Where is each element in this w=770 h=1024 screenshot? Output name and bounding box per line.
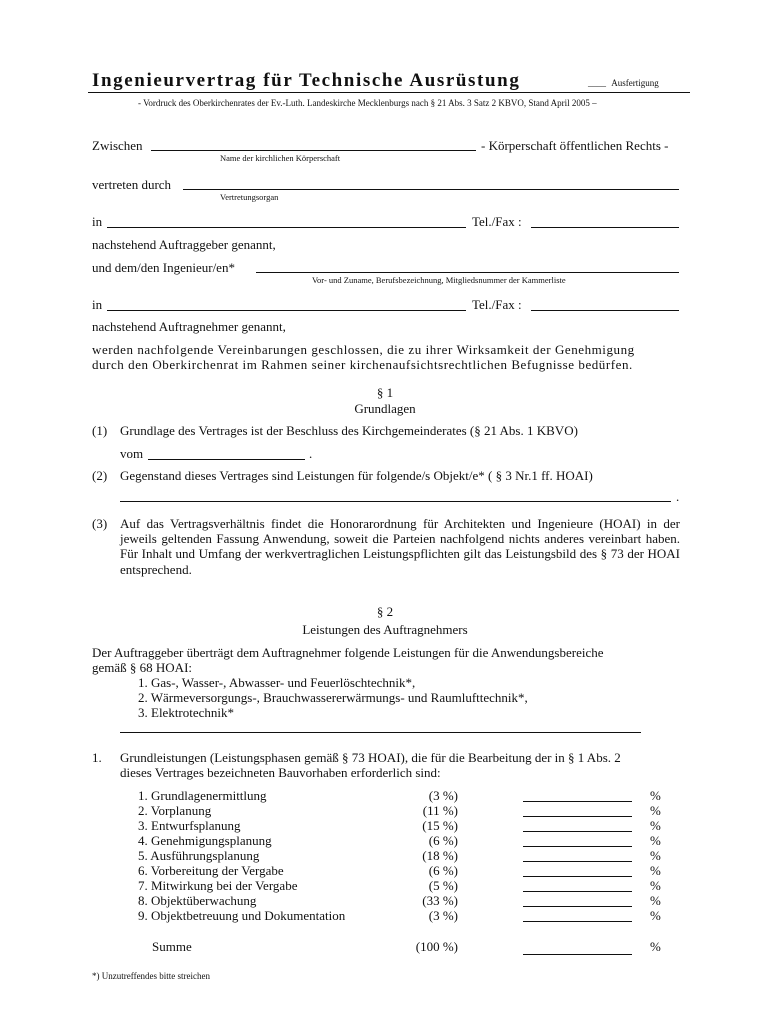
copy-count-field[interactable]: [588, 78, 659, 88]
phase-label: 7. Mitwirkung bei der Vergabe: [138, 878, 298, 893]
agreement-line-2: durch den Oberkirchenrat im Rahmen seiner kirchenaufsichtsrechtlichen Befugnisse bedürfen.: [92, 357, 633, 372]
header-rule: [88, 92, 690, 93]
area-item[interactable]: 3. Elektrotechnik*: [138, 705, 235, 720]
engineer-city-label: in: [92, 297, 103, 312]
phase-percentage: (6 %): [428, 833, 458, 848]
phase-unit: %: [650, 803, 661, 818]
basic-services-number: 1.: [92, 750, 102, 765]
s1-item1-number: (1): [92, 423, 108, 438]
phase-unit: %: [650, 818, 661, 833]
between-suffix: - Körperschaft öffentlichen Rechts -: [481, 138, 669, 153]
phase-label: 2. Vorplanung: [138, 803, 212, 818]
engineer-tel-field[interactable]: [531, 310, 679, 311]
section1-number: § 1: [376, 385, 394, 400]
phase-input-field[interactable]: [523, 801, 632, 802]
phase-input-field[interactable]: [523, 891, 632, 892]
sum-percentage: (100 %): [415, 939, 458, 954]
phase-label: 3. Entwurfsplanung: [138, 818, 241, 833]
phase-label: 8. Objektüberwachung: [138, 893, 257, 908]
area-item[interactable]: 2. Wärmeversorgungs-, Brauchwassererwärmungs- und Raumlufttechnik*,: [138, 690, 528, 705]
phase-unit: %: [650, 833, 661, 848]
phase-input-field[interactable]: [523, 906, 632, 907]
client-note: nachstehend Auftraggeber genannt,: [92, 237, 276, 252]
section2-number: § 2: [376, 604, 394, 619]
resolution-date-field[interactable]: [148, 459, 305, 460]
document-title: Ingenieurvertrag für Technische Ausrüstung: [92, 70, 521, 91]
s1-item2-number: (2): [92, 468, 108, 483]
section2-heading: Leistungen des Auftragnehmers: [302, 622, 468, 637]
copy-label: Ausfertigung: [611, 78, 659, 88]
phase-label: 6. Vorbereitung der Vergabe: [138, 863, 284, 878]
sum-label: Summe: [152, 939, 192, 954]
phase-label: 5. Ausführungsplanung: [138, 848, 260, 863]
s1-item3-text: Auf das Vertragsverhältnis findet die Honorarordnung für Architekten und Ingenieure (HOAI) in der jeweils geltenden Fassung Anwendung, soweit die Parteien nachfolgend nichts anderes vereinbart haben. Für Inhalt und Umfang der werkvertraglichen Leistungspflichten gilt das Leistungsbild des § 73 der HOAI entsprechend.: [120, 516, 680, 577]
phase-input-field[interactable]: [523, 861, 632, 862]
phase-input-field[interactable]: [523, 921, 632, 922]
engineer-tel-label: Tel./Fax :: [472, 297, 522, 312]
client-tel-label: Tel./Fax :: [472, 214, 522, 229]
object-end: .: [676, 489, 680, 504]
basic-services-line-2: dieses Vertrages bezeichneten Bauvorhaben erforderlich sind:: [120, 765, 441, 780]
phase-label: 4. Genehmigungsplanung: [138, 833, 272, 848]
basic-services-line-1: Grundleistungen (Leistungsphasen gemäß § 73 HOAI), die für die Bearbeitung der in § 1 Abs. 2: [120, 750, 621, 765]
phase-input-field[interactable]: [523, 831, 632, 832]
engineer-label: und dem/den Ingenieur/en*: [92, 260, 235, 275]
phase-percentage: (18 %): [422, 848, 458, 863]
phase-label: 9. Objektbetreuung und Dokumentation: [138, 908, 346, 923]
representative-field[interactable]: [183, 189, 679, 190]
object-field[interactable]: [120, 501, 671, 502]
agreement-line-1: werden nachfolgende Vereinbarungen geschlossen, die zu ihrer Wirksamkeit der Genehmigung: [92, 342, 635, 357]
phase-percentage: (33 %): [422, 893, 458, 908]
phase-percentage: (5 %): [428, 878, 458, 893]
phase-unit: %: [650, 908, 661, 923]
phase-input-field[interactable]: [523, 876, 632, 877]
vom-end: .: [309, 446, 313, 461]
client-name-field[interactable]: [151, 150, 476, 151]
s2-intro-line-1: Der Auftraggeber überträgt dem Auftragnehmer folgende Leistungen für die Anwendungsbereiche: [92, 645, 604, 660]
copy-blank: ____: [588, 78, 606, 88]
engineer-field[interactable]: [256, 272, 679, 273]
phase-unit: %: [650, 878, 661, 893]
client-name-hint: Name der kirchlichen Körperschaft: [220, 153, 341, 163]
represented-label: vertreten durch: [92, 177, 172, 192]
sum-unit: %: [650, 939, 661, 954]
s1-item1-text: Grundlage des Vertrages ist der Beschluss des Kirchgemeinderates (§ 21 Abs. 1 KBVO): [120, 423, 578, 438]
engineer-hint: Vor- und Zuname, Berufsbezeichnung, Mitgliedsnummer der Kammerliste: [312, 275, 566, 285]
s2-intro-line-2: gemäß § 68 HOAI:: [92, 660, 193, 675]
phase-percentage: (6 %): [428, 863, 458, 878]
s1-item2-text: Gegenstand dieses Vertrages sind Leistungen für folgende/s Objekt/e* ( § 3 Nr.1 ff. HOAI): [120, 468, 593, 483]
section1-heading: Grundlagen: [354, 401, 416, 416]
phase-percentage: (11 %): [422, 803, 458, 818]
contractor-note: nachstehend Auftragnehmer genannt,: [92, 319, 286, 334]
phase-unit: %: [650, 863, 661, 878]
engineer-city-field[interactable]: [107, 310, 466, 311]
phase-unit: %: [650, 893, 661, 908]
phase-unit: %: [650, 788, 661, 803]
document-subtitle: - Vordruck des Oberkirchenrates der Ev.-Luth. Landeskirche Mecklenburgs nach § 21 Abs. 3 Satz 2 KBVO, Stand April 2005 –: [138, 98, 597, 108]
footnote: *) Unzutreffendes bitte streichen: [92, 971, 211, 981]
representative-hint: Vertretungsorgan: [220, 192, 279, 202]
phase-input-field[interactable]: [523, 846, 632, 847]
area-other-field[interactable]: [120, 732, 641, 733]
area-item[interactable]: 1. Gas-, Wasser-, Abwasser- und Feuerlöschtechnik*,: [138, 675, 416, 690]
client-city-field[interactable]: [107, 227, 466, 228]
phase-percentage: (3 %): [428, 788, 458, 803]
vom-label: vom: [120, 446, 144, 461]
phase-label: 1. Grundlagenermittlung: [138, 788, 267, 803]
client-tel-field[interactable]: [531, 227, 679, 228]
phase-percentage: (15 %): [422, 818, 458, 833]
phase-percentage: (3 %): [428, 908, 458, 923]
phase-input-field[interactable]: [523, 816, 632, 817]
client-city-label: in: [92, 214, 103, 229]
phase-unit: %: [650, 848, 661, 863]
between-label: Zwischen: [92, 138, 143, 153]
sum-input-field[interactable]: [523, 954, 632, 955]
s1-item3-number: (3): [92, 516, 108, 531]
